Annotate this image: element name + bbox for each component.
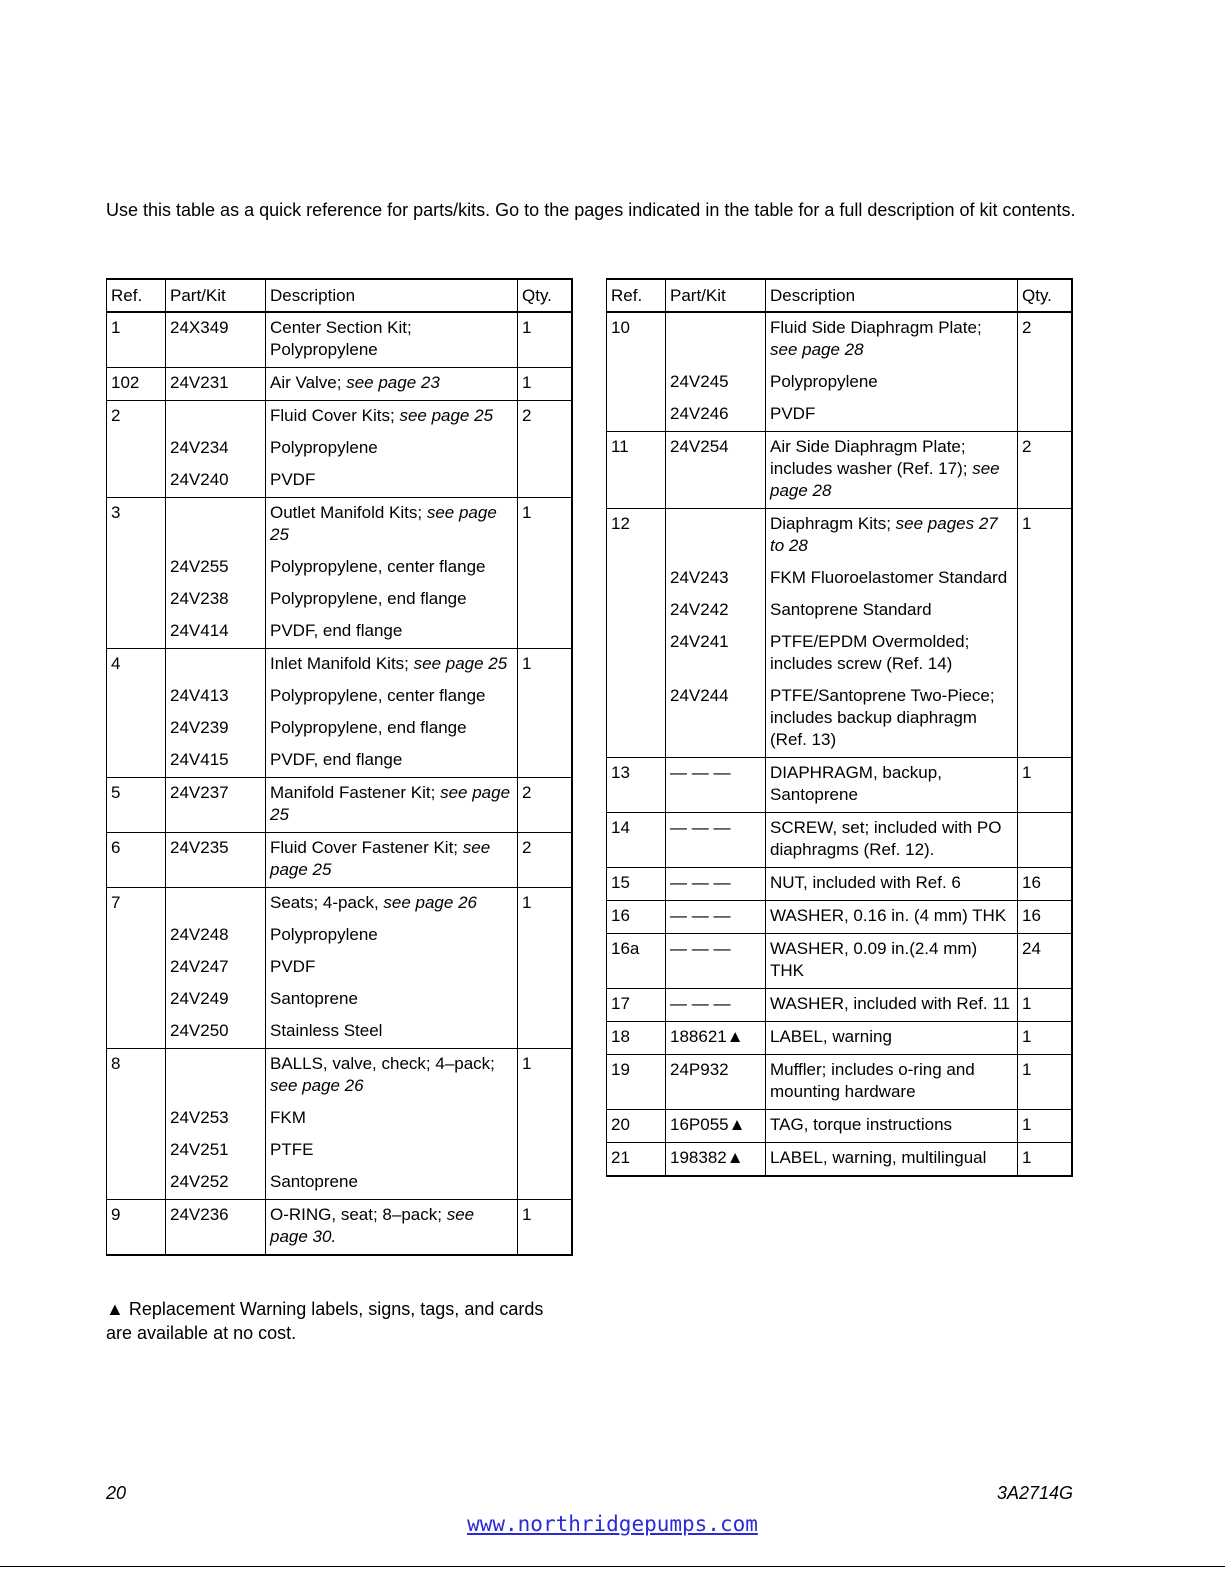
table-row: [607, 868, 1072, 901]
qty-cell: 2: [518, 401, 572, 428]
ref-cell: [107, 914, 166, 946]
ref-cell: [107, 675, 166, 707]
ref-cell: [107, 1129, 166, 1161]
table-row: [107, 778, 572, 833]
description-text: Santoprene: [270, 989, 358, 1008]
ref-cell: [107, 1161, 166, 1200]
qty-cell: 1: [518, 498, 572, 547]
part-cell: [666, 312, 766, 361]
description-text: TAG, torque instructions: [770, 1115, 953, 1134]
table-row: [107, 914, 572, 946]
qty-cell: [518, 675, 572, 707]
qty-cell: 1: [1018, 1055, 1072, 1110]
description-text: LABEL, warning: [770, 1027, 892, 1046]
table-row: [607, 589, 1072, 621]
page-reference: see page 25: [399, 406, 494, 425]
description-text: Polypropylene, center flange: [270, 686, 486, 705]
description-cell: [766, 1055, 1018, 1110]
description-cell: [266, 368, 518, 401]
part-cell: 24V254: [666, 432, 766, 509]
ref-cell: [607, 557, 666, 589]
table-row: [107, 1161, 572, 1200]
table-row: [107, 1200, 572, 1256]
table-row: [607, 934, 1072, 989]
col-ref: Ref.: [607, 279, 666, 312]
description-cell: [266, 1129, 518, 1161]
description-text: Muffler; includes o-ring and mounting hardware: [770, 1060, 975, 1101]
description-cell: [266, 578, 518, 610]
part-cell: 24X349: [166, 312, 266, 368]
description-cell: [266, 675, 518, 707]
table-row: [107, 401, 572, 428]
table-row: [607, 432, 1072, 509]
description-cell: [766, 621, 1018, 675]
part-cell: 198382▲: [666, 1143, 766, 1177]
qty-cell: 1: [518, 1049, 572, 1098]
table-row: [107, 1049, 572, 1098]
description-cell: [266, 978, 518, 1010]
ref-cell: 13: [607, 758, 666, 813]
description-text: O-RING, seat; 8–pack;: [270, 1205, 447, 1224]
description-cell: [766, 675, 1018, 758]
table-row: [607, 509, 1072, 558]
col-part: Part/Kit: [666, 279, 766, 312]
ref-cell: 16: [607, 901, 666, 934]
description-cell: [766, 312, 1018, 361]
part-cell: 24P932: [666, 1055, 766, 1110]
document-id: 3A2714G: [996, 1483, 1073, 1503]
qty-cell: 24: [1018, 934, 1072, 989]
part-cell: — — —: [666, 758, 766, 813]
part-cell: 24V237: [166, 778, 266, 833]
description-cell: [266, 610, 518, 649]
ref-cell: 18: [607, 1022, 666, 1055]
ref-cell: 10: [607, 312, 666, 361]
qty-cell: [518, 546, 572, 578]
page-reference: see page 23: [346, 373, 440, 392]
description-text: PVDF, end flange: [270, 621, 403, 640]
part-cell: 24V246: [666, 393, 766, 432]
part-cell: 24V414: [166, 610, 266, 649]
description-text: Fluid Cover Kits;: [270, 406, 400, 425]
description-text: Stainless Steel: [270, 1021, 383, 1040]
qty-cell: [518, 739, 572, 778]
table-row: [607, 312, 1072, 361]
description-cell: [266, 546, 518, 578]
part-cell: 24V247: [166, 946, 266, 978]
ref-cell: 2: [107, 401, 166, 428]
col-part: Part/Kit: [166, 279, 266, 312]
part-cell: [166, 401, 266, 428]
page-reference: see pages 27 to 28: [770, 514, 998, 555]
part-cell: — — —: [666, 868, 766, 901]
part-cell: 24V236: [166, 1200, 266, 1256]
ref-cell: [107, 1097, 166, 1129]
part-cell: — — —: [666, 901, 766, 934]
description-text: LABEL, warning, multilingual: [770, 1148, 987, 1167]
description-cell: [266, 649, 518, 676]
ref-cell: 20: [607, 1110, 666, 1143]
description-text: PVDF: [270, 470, 316, 489]
description-text: PVDF, end flange: [270, 750, 403, 769]
description-text: PTFE/Santoprene Two-Piece; includes backup diaphragm (Ref. 13): [770, 686, 995, 749]
page-reference: see page 25: [413, 654, 508, 673]
ref-cell: 19: [607, 1055, 666, 1110]
part-cell: 24V241: [666, 621, 766, 675]
bottom-divider: [0, 1566, 1225, 1567]
description-text: Polypropylene: [270, 438, 378, 457]
ref-cell: 4: [107, 649, 166, 676]
ref-cell: 21: [607, 1143, 666, 1177]
ref-cell: [107, 946, 166, 978]
qty-cell: 1: [1018, 758, 1072, 813]
description-cell: [266, 778, 518, 833]
qty-cell: 1: [1018, 509, 1072, 558]
qty-cell: [518, 914, 572, 946]
part-cell: 24V252: [166, 1161, 266, 1200]
replacement-note: ▲ Replacement Warning labels, signs, tags, and cards are available at no cost.: [106, 1299, 544, 1343]
ref-cell: [607, 589, 666, 621]
qty-cell: 1: [518, 1200, 572, 1256]
description-cell: [766, 758, 1018, 813]
ref-cell: 6: [107, 833, 166, 888]
description-text: FKM: [270, 1108, 306, 1127]
part-cell: 24V242: [666, 589, 766, 621]
table-row: [607, 361, 1072, 393]
qty-cell: [518, 459, 572, 498]
part-cell: 24V245: [666, 361, 766, 393]
part-cell: 16P055▲: [666, 1110, 766, 1143]
part-cell: [166, 649, 266, 676]
description-text: WASHER, 0.16 in. (4 mm) THK: [770, 906, 1007, 925]
description-cell: [266, 914, 518, 946]
table-row: [107, 368, 572, 401]
description-cell: [766, 989, 1018, 1022]
ref-cell: [107, 546, 166, 578]
table-row: [107, 833, 572, 888]
description-text: WASHER, 0.09 in.(2.4 mm) THK: [770, 939, 978, 980]
qty-cell: [518, 1129, 572, 1161]
table-row: [107, 427, 572, 459]
page-reference: see page 25: [270, 503, 497, 544]
part-cell: 24V413: [166, 675, 266, 707]
description-cell: [266, 833, 518, 888]
ref-cell: 7: [107, 888, 166, 915]
part-cell: 188621▲: [666, 1022, 766, 1055]
qty-cell: 2: [518, 778, 572, 833]
table-row: [107, 978, 572, 1010]
description-text: WASHER, included with Ref. 11: [770, 994, 1010, 1013]
qty-cell: 1: [1018, 1022, 1072, 1055]
table-row: [107, 498, 572, 547]
description-cell: [766, 509, 1018, 558]
table-row: [607, 1022, 1072, 1055]
description-text: PVDF: [270, 957, 316, 976]
description-cell: [766, 934, 1018, 989]
qty-cell: [518, 707, 572, 739]
description-text: BALLS, valve, check; 4–pack;: [270, 1054, 495, 1073]
description-text: Polypropylene: [770, 372, 878, 391]
description-text: Polypropylene, end flange: [270, 589, 467, 608]
description-text: Santoprene: [270, 1172, 358, 1191]
description-cell: [766, 868, 1018, 901]
qty-cell: [1018, 557, 1072, 589]
table-row: [607, 675, 1072, 758]
ref-cell: [607, 393, 666, 432]
description-cell: [266, 1010, 518, 1049]
qty-cell: [1018, 589, 1072, 621]
qty-cell: [518, 978, 572, 1010]
table-row: [107, 707, 572, 739]
table-row: [107, 578, 572, 610]
col-ref: Ref.: [107, 279, 166, 312]
description-cell: [766, 1022, 1018, 1055]
description-text: PTFE/EPDM Overmolded; includes screw (Ref. 14): [770, 632, 970, 673]
description-cell: [766, 813, 1018, 868]
ref-cell: 14: [607, 813, 666, 868]
ref-cell: [107, 578, 166, 610]
ref-cell: [107, 707, 166, 739]
qty-cell: [518, 427, 572, 459]
part-cell: 24V249: [166, 978, 266, 1010]
description-text: Center Section Kit; Polypropylene: [270, 318, 412, 359]
description-cell: [266, 401, 518, 428]
qty-cell: [518, 946, 572, 978]
qty-cell: 2: [1018, 432, 1072, 509]
part-cell: 24V240: [166, 459, 266, 498]
qty-cell: 1: [518, 368, 572, 401]
qty-cell: [1018, 675, 1072, 758]
part-cell: [166, 498, 266, 547]
page-reference: see page 28: [770, 340, 864, 359]
qty-cell: 16: [1018, 901, 1072, 934]
description-text: Santoprene Standard: [770, 600, 932, 619]
part-cell: — — —: [666, 813, 766, 868]
description-text: Air Valve;: [270, 373, 347, 392]
ref-cell: 17: [607, 989, 666, 1022]
description-text: Polypropylene, end flange: [270, 718, 467, 737]
description-cell: [266, 946, 518, 978]
table-row: [607, 621, 1072, 675]
ref-cell: [607, 675, 666, 758]
part-cell: 24V243: [666, 557, 766, 589]
part-cell: 24V255: [166, 546, 266, 578]
parts-table-right: [606, 278, 1073, 1177]
description-text: SCREW, set; included with PO diaphragms (Ref. 12).: [770, 818, 1002, 859]
description-text: Fluid Side Diaphragm Plate;: [770, 318, 982, 337]
part-cell: — — —: [666, 934, 766, 989]
part-cell: 24V250: [166, 1010, 266, 1049]
description-cell: [766, 557, 1018, 589]
part-cell: 24V239: [166, 707, 266, 739]
col-description: Description: [766, 279, 1018, 312]
table-row: [607, 393, 1072, 432]
description-text: Fluid Cover Fastener Kit;: [270, 838, 463, 857]
ref-cell: [107, 459, 166, 498]
parts-table-left: [106, 278, 573, 1256]
table-row: [607, 813, 1072, 868]
qty-cell: 1: [1018, 989, 1072, 1022]
table-header-row: [607, 279, 1072, 312]
description-cell: [266, 498, 518, 547]
part-cell: — — —: [666, 989, 766, 1022]
col-qty: Qty.: [1018, 279, 1072, 312]
description-cell: [766, 361, 1018, 393]
qty-cell: [518, 578, 572, 610]
table-row: [107, 1010, 572, 1049]
description-cell: [766, 589, 1018, 621]
table-row: [607, 758, 1072, 813]
ref-cell: [107, 1010, 166, 1049]
ref-cell: 9: [107, 1200, 166, 1256]
qty-cell: [1018, 621, 1072, 675]
intro-text: Use this table as a quick reference for parts/kits. Go to the pages indicated in the table for a full description of kit contents.: [106, 200, 1076, 220]
part-cell: 24V238: [166, 578, 266, 610]
description-cell: [266, 312, 518, 368]
table-row: [107, 649, 572, 676]
description-text: FKM Fluoroelastomer Standard: [770, 568, 1008, 587]
ref-cell: 8: [107, 1049, 166, 1098]
col-description: Description: [266, 279, 518, 312]
description-cell: [766, 1110, 1018, 1143]
part-cell: 24V231: [166, 368, 266, 401]
part-cell: 24V234: [166, 427, 266, 459]
description-text: Polypropylene, center flange: [270, 557, 486, 576]
ref-cell: [107, 610, 166, 649]
qty-cell: [1018, 393, 1072, 432]
qty-cell: 1: [1018, 1110, 1072, 1143]
qty-cell: 1: [518, 312, 572, 368]
qty-cell: [518, 1010, 572, 1049]
description-cell: [266, 1097, 518, 1129]
table-row: [607, 1055, 1072, 1110]
description-cell: [266, 427, 518, 459]
table-row: [107, 546, 572, 578]
description-cell: [266, 888, 518, 915]
description-cell: [266, 739, 518, 778]
page-reference: see page 25: [270, 838, 491, 879]
part-cell: 24V253: [166, 1097, 266, 1129]
description-text: Seats; 4-pack,: [270, 893, 384, 912]
description-text: Air Side Diaphragm Plate; includes washer (Ref. 17);: [770, 437, 973, 478]
page-reference: see page 30.: [270, 1205, 475, 1246]
part-cell: 24V235: [166, 833, 266, 888]
table-row: [607, 989, 1072, 1022]
description-text: PTFE: [270, 1140, 314, 1159]
table-row: [107, 739, 572, 778]
table-row: [107, 888, 572, 915]
part-cell: [166, 888, 266, 915]
ref-cell: [107, 427, 166, 459]
table-row: [107, 1097, 572, 1129]
description-cell: [266, 459, 518, 498]
ref-cell: 15: [607, 868, 666, 901]
ref-cell: [607, 361, 666, 393]
ref-cell: [607, 621, 666, 675]
table-row: [107, 675, 572, 707]
table-row: [107, 946, 572, 978]
description-text: Outlet Manifold Kits;: [270, 503, 427, 522]
description-cell: [766, 432, 1018, 509]
table-row: [607, 901, 1072, 934]
description-cell: [266, 707, 518, 739]
ref-cell: 3: [107, 498, 166, 547]
description-text: Diaphragm Kits;: [770, 514, 896, 533]
part-cell: 24V248: [166, 914, 266, 946]
qty-cell: 1: [1018, 1143, 1072, 1177]
description-text: PVDF: [770, 404, 816, 423]
table-row: [107, 1129, 572, 1161]
page-number: 20: [106, 1483, 127, 1503]
table-row: [607, 557, 1072, 589]
part-cell: [166, 1049, 266, 1098]
ref-cell: 11: [607, 432, 666, 509]
qty-cell: [1018, 813, 1072, 868]
ref-cell: 5: [107, 778, 166, 833]
description-text: Inlet Manifold Kits;: [270, 654, 414, 673]
ref-cell: [107, 978, 166, 1010]
description-text: DIAPHRAGM, backup, Santoprene: [770, 763, 942, 804]
part-cell: [666, 509, 766, 558]
qty-cell: [518, 610, 572, 649]
table-row: [607, 1143, 1072, 1177]
ref-cell: [107, 739, 166, 778]
qty-cell: [518, 1161, 572, 1200]
ref-cell: 102: [107, 368, 166, 401]
qty-cell: [518, 1097, 572, 1129]
table-row: [107, 610, 572, 649]
part-cell: 24V244: [666, 675, 766, 758]
table-row: [107, 459, 572, 498]
description-cell: [266, 1200, 518, 1256]
part-cell: 24V251: [166, 1129, 266, 1161]
page-reference: see page 26: [383, 893, 477, 912]
page-reference: see page 28: [770, 459, 1000, 500]
page-reference: see page 25: [270, 783, 511, 824]
part-cell: 24V415: [166, 739, 266, 778]
description-cell: [766, 901, 1018, 934]
ref-cell: 16a: [607, 934, 666, 989]
description-text: Manifold Fastener Kit;: [270, 783, 441, 802]
description-cell: [266, 1161, 518, 1200]
qty-cell: 1: [518, 888, 572, 915]
description-text: NUT, included with Ref. 6: [770, 873, 961, 892]
qty-cell: 2: [1018, 312, 1072, 361]
table-row: [607, 1110, 1072, 1143]
qty-cell: 16: [1018, 868, 1072, 901]
description-text: Polypropylene: [270, 925, 378, 944]
qty-cell: 1: [518, 649, 572, 676]
table-header-row: [107, 279, 572, 312]
website-link[interactable]: www.northridgepumps.com: [467, 1512, 758, 1536]
description-cell: [266, 1049, 518, 1098]
qty-cell: 2: [518, 833, 572, 888]
ref-cell: 1: [107, 312, 166, 368]
table-row: [107, 312, 572, 368]
description-cell: [766, 1143, 1018, 1177]
page-reference: see page 26: [270, 1076, 364, 1095]
col-qty: Qty.: [518, 279, 572, 312]
ref-cell: 12: [607, 509, 666, 558]
description-cell: [766, 393, 1018, 432]
qty-cell: [1018, 361, 1072, 393]
